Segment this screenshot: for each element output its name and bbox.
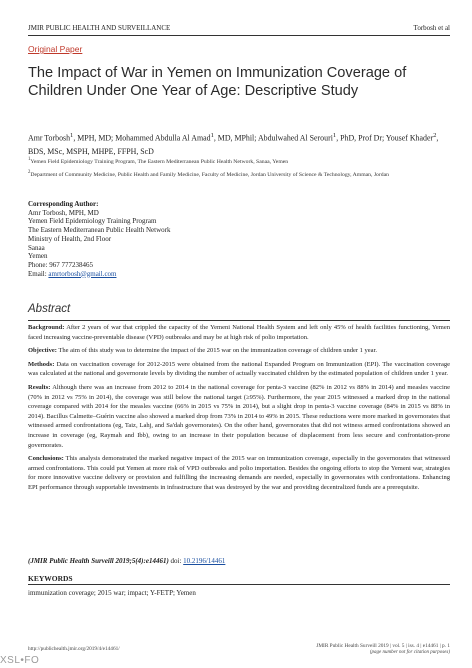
author-list — [28, 129, 454, 158]
article-type: Original Paper — [28, 44, 83, 54]
abstract-divider — [28, 320, 450, 321]
footer-info — [316, 643, 450, 656]
section-label: Conclusions: — [28, 455, 64, 463]
citation-line — [28, 557, 225, 565]
article-title: The Impact of War in Yemen on Immunization Coverage of Children Under One Year of Age: Descriptive Study — [28, 65, 407, 99]
corresponding-line: Phone: 967 777238465 — [28, 260, 93, 269]
author-affiliation-mark: 2 — [433, 132, 437, 139]
citation-text: (JMIR Public Health Surveill 2019;5(4):e14461) — [28, 557, 169, 565]
affiliation — [28, 156, 454, 166]
affiliation-text: Yemen Field Epidemiology Training Program, The Eastern Mediterranean Public Health Network, Sanaa, Yemen — [30, 158, 289, 165]
corresponding-author-block — [28, 200, 170, 278]
abstract-background — [28, 323, 450, 342]
affiliation-number: 1 — [28, 157, 31, 162]
doi-link[interactable]: 10.2196/14461 — [183, 557, 226, 565]
corresponding-line: Amr Torbosh, MPH, MD — [28, 208, 99, 217]
running-header — [28, 24, 450, 32]
corresponding-line: Sanaa — [28, 243, 45, 252]
affiliation-number: 2 — [28, 170, 31, 176]
corresponding-line: Yemen Field Epidemiology Training Program — [28, 217, 157, 226]
affiliation — [28, 169, 454, 179]
author-degrees: , MD, MPhil; — [213, 133, 258, 143]
running-author: Torbosh et al — [413, 24, 450, 32]
section-text: After 2 years of war that crippled the capacity of the Yemeni National Health System and left only 45% of health facilities functioning, Yemen faced increasing vaccine-preventable disease (VPD) outbreaks and may be at high risk of polio importation. — [28, 324, 450, 341]
journal-name: JMIR PUBLIC HEALTH AND SURVEILLANCE — [28, 24, 171, 32]
section-text: The aim of this study was to determine the impact of the 2015 war on the immunization coverage of children under 1 year. — [58, 347, 377, 355]
keywords-divider — [28, 584, 450, 585]
corresponding-line: The Eastern Mediterranean Public Health Network — [28, 226, 171, 235]
author-degrees: , BDS, MSc, MSPH, MHPE, FFPH, ScD — [28, 133, 439, 156]
section-label: Methods: — [28, 360, 55, 368]
abstract-methods — [28, 360, 450, 379]
email-label: Email: — [28, 269, 49, 278]
corresponding-line: Yemen — [28, 252, 48, 261]
abstract-objective — [28, 346, 450, 356]
footer-url[interactable]: http://publichealth.jmir.org/2019/4/e14461/ — [28, 646, 120, 652]
abstract-conclusions — [28, 454, 450, 492]
abstract-heading: Abstract — [28, 303, 71, 315]
author-name: Yousef Khader — [385, 133, 434, 143]
author-affiliation-mark: 1 — [210, 132, 214, 139]
section-label: Results: — [28, 383, 51, 391]
author-affiliation-mark: 1 — [70, 132, 74, 139]
header-divider — [28, 35, 450, 36]
footer-note: (page number not for citation purposes) — [369, 649, 450, 655]
footer-journal-info: JMIR Public Health Surveill 2019 | vol. 5 | iss. 4 | e14461 | p. 1 — [316, 643, 450, 649]
doi-label: doi: — [170, 557, 182, 565]
email-link[interactable]: amrtorbosh@gmail.com — [48, 269, 117, 278]
author-name: Amr Torbosh — [28, 133, 71, 143]
author-degrees: , PhD, Prof Dr; — [336, 133, 386, 143]
author-name: Mohammed Abdulla Al Amad — [115, 133, 211, 143]
author-degrees: , MPH, MD; — [73, 133, 116, 143]
section-text: Data on vaccination coverage for 2012-2015 were obtained from the national Expanded Program on Immunization (EPI). The vaccination coverage was calculated at the national and governorate levels by dividing the number of actually vaccinated children by the estimated population of children under 1 year. — [28, 360, 451, 378]
section-text: Although there was an increase from 2012 to 2014 in the national coverage for penta-3 vaccine (82% in 2012 vs 88% in 2014) and measles vaccine (70% in 2012 vs 75% in 2014), the coverage was still below the national target (≥95%). Furthermore, the year 2015 witnessed a marked drop in the national coverage compared with 2014 for the measles vaccine (66% in 2015 vs 75% in 2014), but a slight drop in penta-3 vaccine coverage (84% in 2015 vs 88% in 2014). Bacillus Calmette–Guérin vaccine also showed a marked drop from 73% in 2014 to 49% in 2015. These reductions were more marked in governorates that witnessed armed confrontations (eg, Taiz, Lahj, and Sa'dah governorates). On the other hand, governorates that did not witness armed confrontations showed an increase in coverage (eg, Raymah and Ibb), owing to an increase in their population because of displacement from less secure and confrontation-prone governorates. — [28, 383, 450, 449]
keywords-text: immunization coverage; 2015 war; impact; Y-FETP; Yemen — [28, 589, 196, 597]
corresponding-line: Ministry of Health, 2nd Floor — [28, 234, 112, 243]
affiliation-text: Department of Community Medicine, Public Health and Family Medicine, Faculty of Medicine, Jordan University of Science & Technology, Amman, Jordan — [30, 171, 390, 178]
section-label: Objective: — [28, 347, 57, 355]
corresponding-label: Corresponding Author: — [28, 200, 99, 208]
section-label: Background: — [28, 324, 65, 331]
abstract-body — [28, 323, 450, 497]
publisher-watermark: XSL•FO — [0, 655, 40, 666]
author-name: Abdulwahed Al Serouri — [257, 133, 333, 143]
keywords-heading: KEYWORDS — [28, 574, 73, 583]
abstract-results — [28, 383, 450, 450]
affiliations — [28, 156, 454, 182]
author-affiliation-mark: 1 — [332, 132, 337, 139]
section-text: This analysis demonstrated the marked negative impact of the 2015 war on immunization coverage, especially in the governorates that witnessed armed confrontations. This could put Yemen at more risk of VPD outbreaks and polio importation. Besides the ongoing efforts to stop the Yemeni war, strategies for more innovative vaccine delivery or provision and fulfilling the increasing demands are needed, especially in governorates with confrontations. Enhancing EPI performance through supportable investments in infrastructure that was destroyed by the war and providing decentralized funds are a prerequisite. — [28, 455, 450, 491]
corresponding-email-line — [28, 270, 170, 279]
